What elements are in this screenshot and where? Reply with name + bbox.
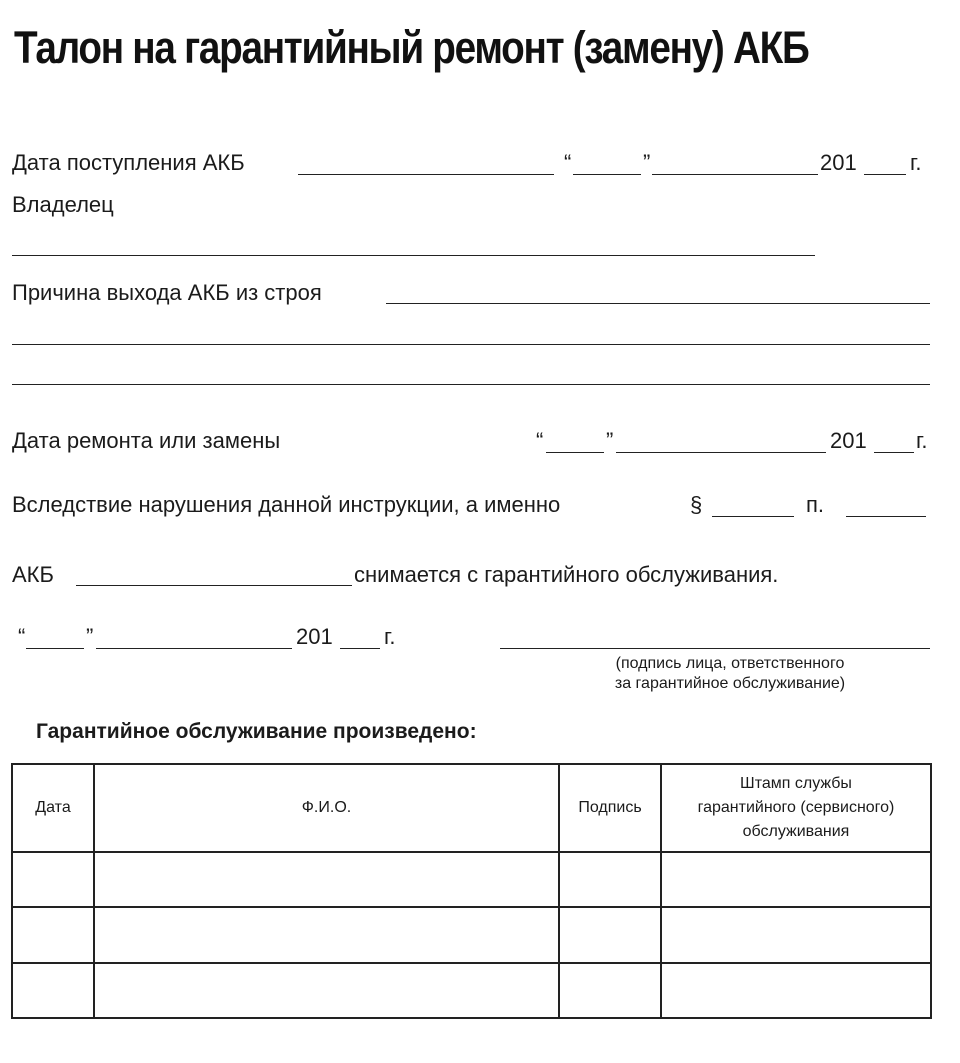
header-stamp-line-1: Штамп службы [740, 775, 852, 792]
battery-label: АКБ [12, 562, 54, 587]
cell-stamp[interactable] [661, 907, 931, 962]
owner-field[interactable] [12, 255, 815, 256]
cell-stamp[interactable] [661, 852, 931, 907]
signature-field[interactable] [500, 648, 930, 649]
intake-month-field[interactable] [652, 174, 818, 175]
cell-name[interactable] [94, 907, 559, 962]
date-month-field[interactable] [96, 648, 292, 649]
warranty-table [11, 763, 932, 1019]
violation-section-field[interactable] [712, 516, 794, 517]
cell-signature[interactable] [559, 963, 661, 1018]
failure-reason-line-3[interactable] [12, 384, 930, 385]
cell-name[interactable] [94, 963, 559, 1018]
date-quote-close: ” [86, 624, 94, 649]
table-row [12, 907, 931, 962]
owner-label: Владелец [12, 192, 114, 217]
intake-quote-open: “ [564, 150, 572, 175]
repair-quote-open: “ [536, 428, 544, 453]
violation-point-field[interactable] [846, 516, 926, 517]
date-day-field[interactable] [26, 648, 84, 649]
header-stamp-line-3: обслуживания [742, 823, 850, 840]
cell-date[interactable] [12, 963, 94, 1018]
header-stamp [661, 764, 931, 852]
header-stamp-line-2: гарантийного (сервисного) [697, 799, 895, 816]
header-signature: Подпись [559, 764, 661, 852]
intake-quote-close: ” [643, 150, 651, 175]
signature-caption-line-2: за гарантийное обслуживание) [614, 675, 846, 692]
form-title: Талон на гарантийный ремонт (замену) АКБ [14, 22, 809, 73]
battery-removed-text: снимается с гарантийного обслуживания. [354, 562, 779, 587]
battery-field[interactable] [76, 585, 352, 586]
section-sign: § [690, 492, 703, 517]
intake-year-suffix: г. [910, 150, 922, 175]
section-title: Гарантийное обслуживание произведено: [36, 720, 477, 743]
table-header-row [12, 764, 931, 852]
cell-signature[interactable] [559, 907, 661, 962]
repair-day-field[interactable] [546, 452, 604, 453]
failure-reason-label: Причина выхода АКБ из строя [12, 280, 322, 305]
intake-year-field[interactable] [864, 174, 906, 175]
intake-date-field[interactable] [298, 174, 554, 175]
intake-year-prefix: 201 [820, 150, 857, 175]
table-row [12, 963, 931, 1018]
date-quote-open: “ [18, 624, 26, 649]
header-date: Дата [12, 764, 94, 852]
cell-stamp[interactable] [661, 963, 931, 1018]
intake-date-label: Дата поступления АКБ [12, 150, 245, 175]
date-year-prefix: 201 [296, 624, 333, 649]
violation-label: Вследствие нарушения данной инструкции, а именно [12, 492, 561, 517]
table-row [12, 852, 931, 907]
date-year-suffix: г. [384, 624, 396, 649]
cell-date[interactable] [12, 852, 94, 907]
cell-name[interactable] [94, 852, 559, 907]
intake-day-field[interactable] [573, 174, 641, 175]
repair-date-label: Дата ремонта или замены [12, 428, 281, 453]
signature-caption [580, 654, 880, 694]
failure-reason-line-2[interactable] [12, 344, 930, 345]
header-name: Ф.И.О. [94, 764, 559, 852]
point-label: п. [806, 492, 825, 517]
repair-year-field[interactable] [874, 452, 914, 453]
failure-reason-field[interactable] [386, 303, 930, 304]
cell-date[interactable] [12, 907, 94, 962]
signature-caption-line-1: (подпись лица, ответственного [615, 655, 845, 672]
repair-year-suffix: г. [916, 428, 928, 453]
date-year-field[interactable] [340, 648, 380, 649]
repair-month-field[interactable] [616, 452, 826, 453]
repair-quote-close: ” [606, 428, 614, 453]
repair-year-prefix: 201 [830, 428, 867, 453]
cell-signature[interactable] [559, 852, 661, 907]
